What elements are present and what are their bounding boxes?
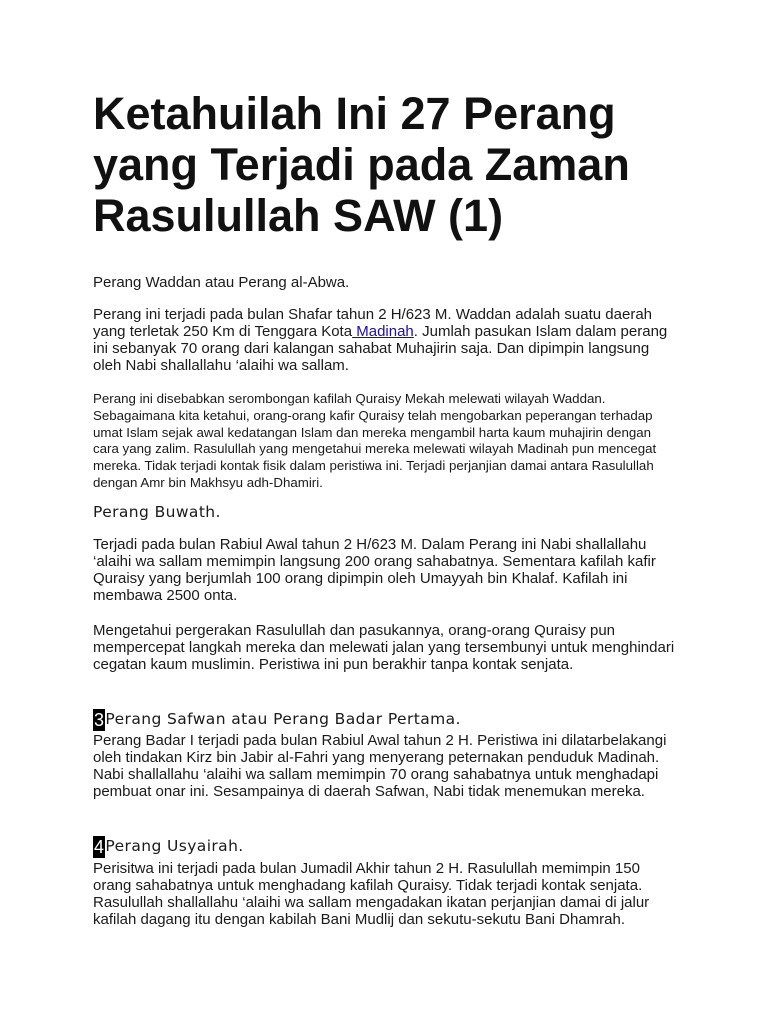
section-4-paragraph-1: Perisitwa ini terjadi pada bulan Jumadil Akhir tahun 2 H. Rasulullah memimpin 150 orang sahabatnya untuk menghadang kafilah Quraisy. Tidak terjadi kontak senjata. Rasulullah shallallahu ‘alaihi wa sallam mengadakan ikatan perjanjian damai di jalur kafilah dagang itu dengan kabilah Bani Mudlij dan sekutu-sekutu Bani Dhamrah.	[93, 860, 650, 928]
section-4-number-badge: 4	[94, 837, 105, 857]
section-2-paragraph-1: Terjadi pada bulan Rabiul Awal tahun 2 H/623 M. Dalam Perang ini Nabi shallallahu ‘alaihi wa sallam memimpin langsung 200 orang sahabatnya. Sementara kafilah kafir Quraisy yang berjumlah 100 orang dipimpin oleh Umayyah bin Khalaf. Kafilah ini membawa 2500 onta.	[93, 536, 656, 604]
madinah-link[interactable]: Madinah	[352, 323, 414, 340]
section-1-text-before-link: Perang ini terjadi pada bulan Shafar tahun 2 H/623 M. Waddan adalah suatu daerah yang terletak 250 Km di Tenggara Kota	[93, 306, 652, 340]
section-3-paragraph-1: Perang Badar I terjadi pada bulan Rabiul Awal tahun 2 H. Peristiwa ini dilatarbelakangi oleh tindakan Kirz bin Jabir al-Fahri yang menyerang peternakan penduduk Madinah. Nabi shallallahu ‘alaihi wa sallam memimpin 70 orang sahabatnya untuk menghadapi pembuat onar ini. Sesampainya di daerah Safwan, Nabi tidak menemukan mereka.	[93, 732, 667, 800]
section-1-text-after-link: . Jumlah pasukan Islam dalam perang ini sebanyak 70 orang dari kalangan sahabat Muhajirin saja. Dan dipimpin langsung oleh Nabi shallallahu ‘alaihi wa sallam.	[93, 323, 668, 374]
section-4-heading-row	[93, 836, 678, 858]
section-3-number-badge: 3	[94, 710, 105, 730]
section-1-paragraph-2: Perang ini disebabkan serombongan kafilah Quraisy Mekah melewati wilayah Waddan. Sebagaimana kita ketahui, orang-orang kafir Quraisy telah mengobarkan peperangan terhadap umat Islam sejak awal kedatangan Islam dan mereka mengambil harta kaum muhajirin dengan cara yang zalim. Rasulullah yang mengetahui mereka melewati wilayah Madinah pun mencegat mereka. Tidak terjadi kontak fisik dalam peristiwa ini. Terjadi perjanjian damai antara Rasulullah dengan Amr bin Makhsyu adh-Dhamiri.	[93, 391, 657, 490]
section-3-heading-row	[93, 709, 678, 731]
section-1-paragraph-1	[93, 306, 678, 374]
article-title: Ketahuilah Ini 27 Perang yang Terjadi pada Zaman Rasulullah SAW (1)	[93, 88, 630, 241]
section-2-paragraph-2: Mengetahui pergerakan Rasulullah dan pasukannya, orang-orang Quraisy pun mempercepat langkah mereka dan melewati jalan yang tersembunyi untuk menghindari cegatan kaum muslimin. Peristiwa ini pun berakhir tanpa kontak senjata.	[93, 622, 675, 673]
section-2-heading: Perang Buwath.	[93, 503, 221, 521]
section-4-heading: Perang Usyairah.	[105, 837, 244, 855]
section-1-heading: Perang Waddan atau Perang al-Abwa.	[93, 274, 350, 291]
section-3-heading: Perang Safwan atau Perang Badar Pertama.	[105, 710, 461, 728]
